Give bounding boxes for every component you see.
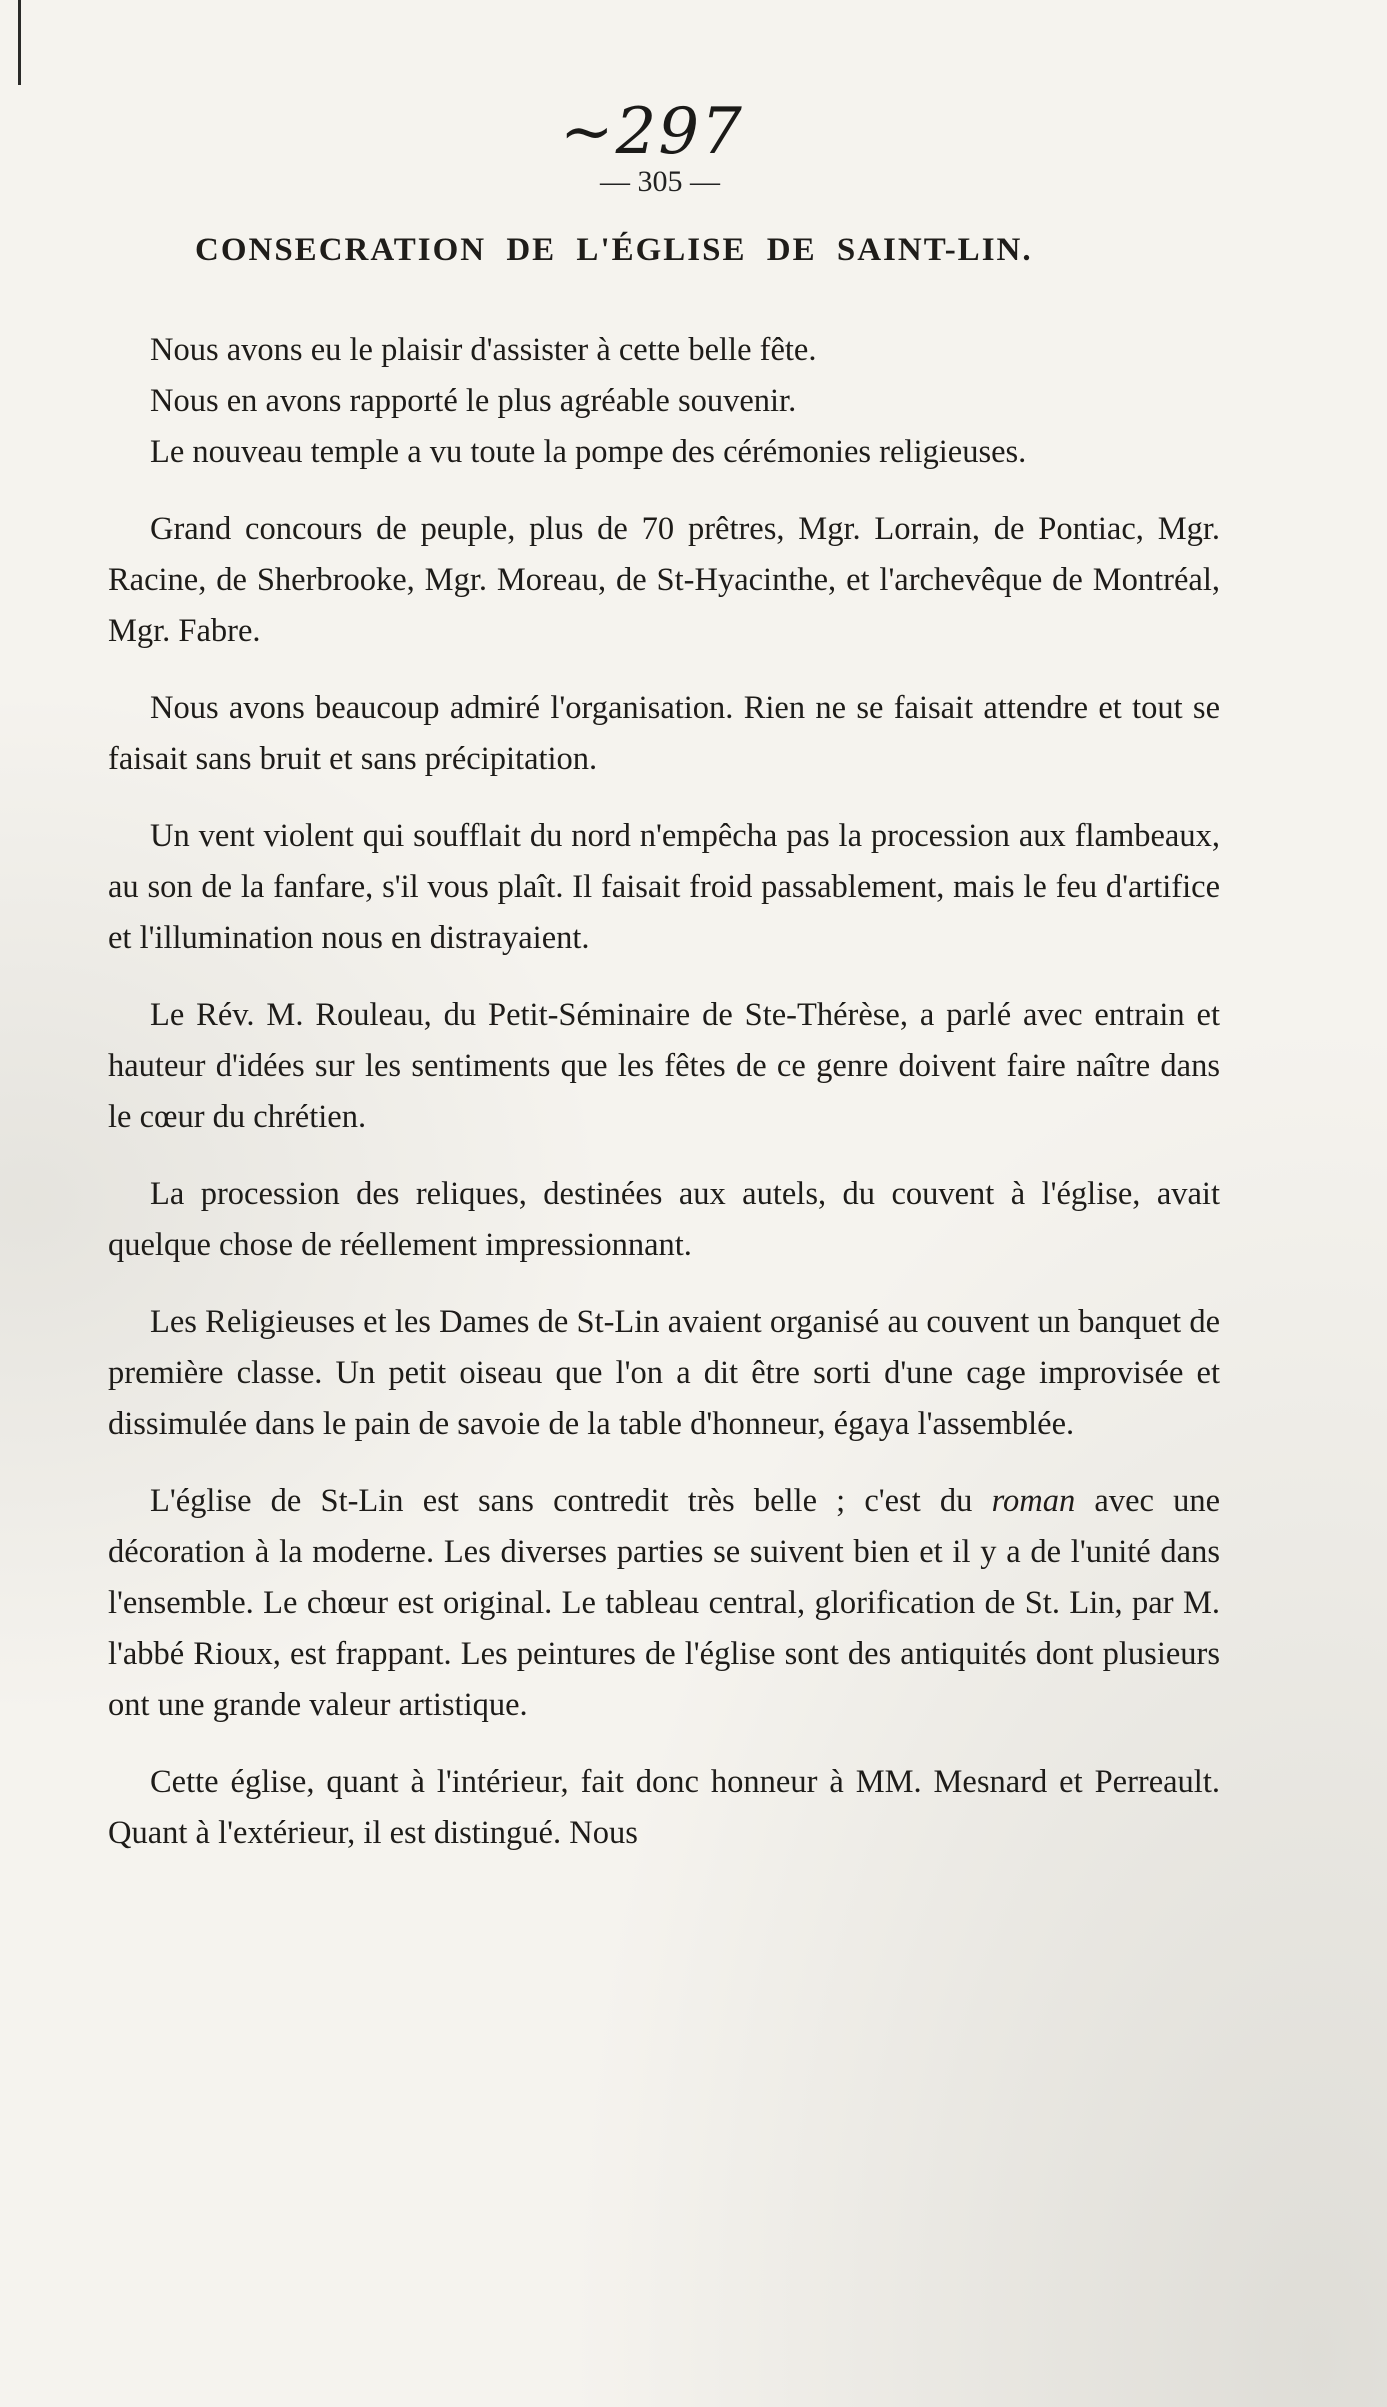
paragraph: Un vent violent qui soufflait du nord n'empêcha pas la procession aux flambeaux, au son de la fanfare, s'il vous plaît. Il faisait froid passablement, mais le feu d'artifice et l'illumination nous en distrayaient.	[108, 818, 1220, 956]
paragraph-with-italic	[108, 1476, 1220, 1731]
page-edge-mark	[18, 0, 21, 85]
paragraph: Grand concours de peuple, plus de 70 prêtres, Mgr. Lorrain, de Pontiac, Mgr. Racine, de Sherbrooke, Mgr. Moreau, de St-Hyacinthe, et l'archevêque de Montréal, Mgr. Fabre.	[108, 511, 1220, 649]
article-title: CONSECRATION DE L'ÉGLISE DE SAINT-LIN.	[195, 232, 1033, 268]
paragraph-text: L'église de St-Lin est sans contredit très belle ; c'est du	[150, 1483, 992, 1519]
paragraph: Le Rév. M. Rouleau, du Petit-Séminaire de Ste-Thérèse, a parlé avec entrain et hauteur d'idées sur les sentiments que les fêtes de ce genre doivent faire naître dans le cœur du chrétien.	[108, 997, 1220, 1135]
printed-page-number: — 305 —	[600, 165, 720, 198]
italic-word: roman	[991, 1483, 1076, 1519]
paragraph: La procession des reliques, destinées aux autels, du couvent à l'église, avait quelque chose de réellement impressionnant.	[108, 1176, 1220, 1263]
paragraph: Nous en avons rapporté le plus agréable souvenir.	[150, 383, 797, 419]
handwritten-page-number: ~297	[560, 95, 744, 169]
paragraph: Nous avons eu le plaisir d'assister à cette belle fête.	[150, 332, 817, 368]
paragraph: Les Religieuses et les Dames de St-Lin avaient organisé au couvent un banquet de première classe. Un petit oiseau que l'on a dit être sorti d'une cage improvisée et dissimulée dans le pain de savoie de la table d'honneur, égaya l'assemblée.	[108, 1304, 1220, 1442]
paragraph-text: avec une décoration à la moderne. Les diverses parties se suivent bien et il y a de l'unité dans l'ensemble. Le chœur est original. Le tableau central, glorification de St. Lin, par M. l'abbé Rioux, est frappant. Les peintures de l'église sont des antiquités dont plusieurs ont une grande valeur artistique.	[108, 1483, 1220, 1723]
paragraph: Le nouveau temple a vu toute la pompe des cérémonies religieuses.	[150, 434, 1027, 470]
article-body	[108, 325, 1220, 1859]
paragraph: Nous avons beaucoup admiré l'organisation. Rien ne se faisait attendre et tout se faisait sans bruit et sans précipitation.	[108, 690, 1220, 777]
paragraph: Cette église, quant à l'intérieur, fait donc honneur à MM. Mesnard et Perreault. Quant à l'extérieur, il est distingué. Nous	[108, 1764, 1220, 1851]
